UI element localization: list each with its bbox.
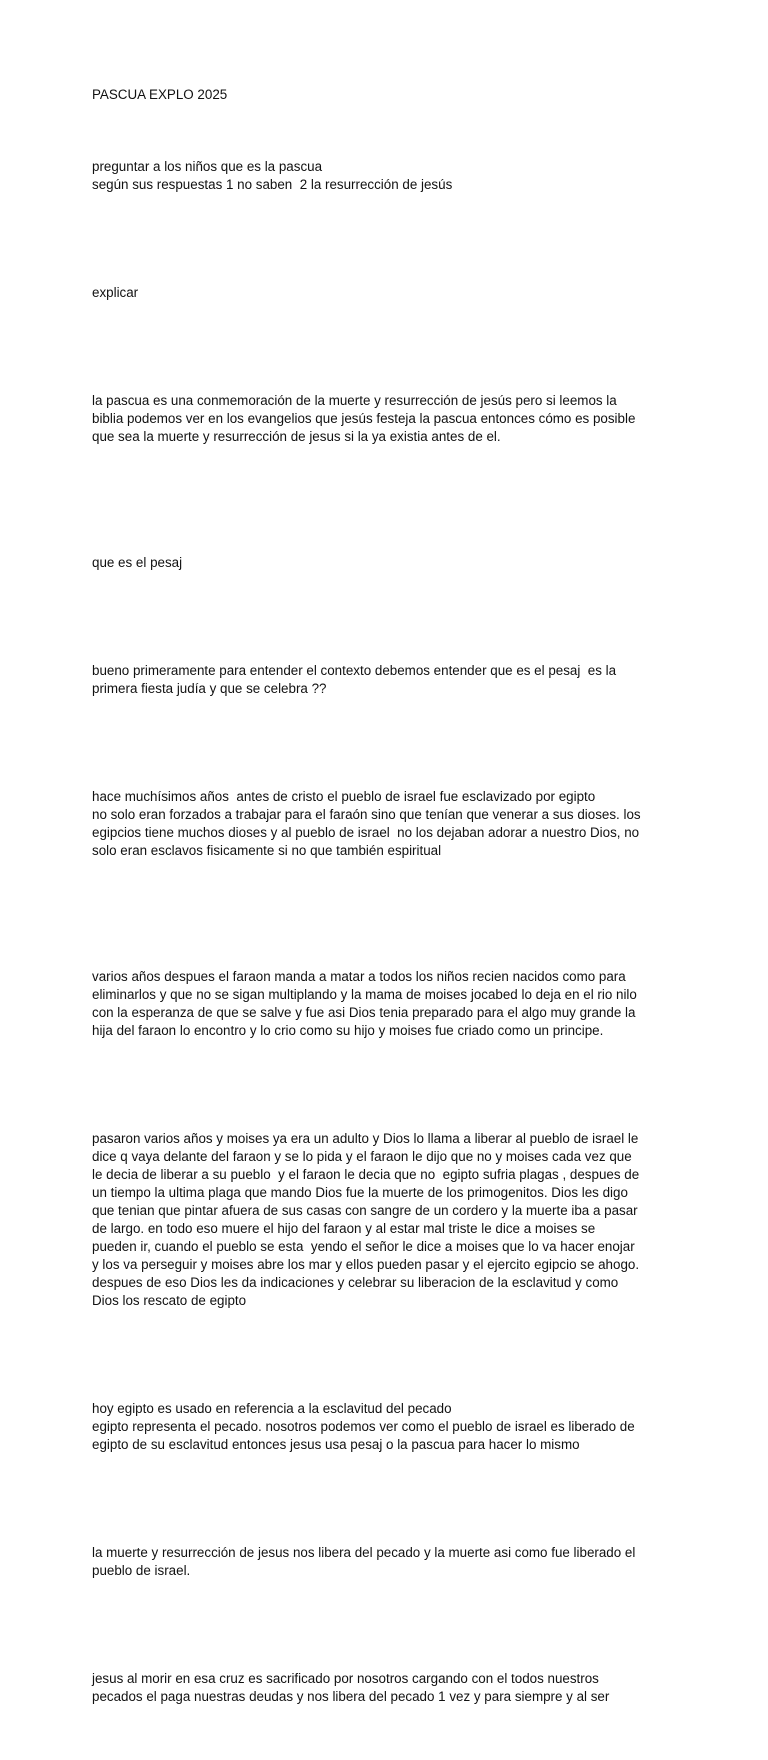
paragraph-pascua: la pascua es una conmemoración de la muerte y resurrección de jesús pero si leemos la biblia podemos ver en los evangelios que jesús festeja la pascua entonces cómo es posible que sea la muerte y resurrección de jesus si la ya existia antes de el. (92, 393, 636, 444)
paragraph-moises-nacimiento: varios años despues el faraon manda a matar a todos los niños recien nacidos como para eliminarlos y que no se sigan multiplando y la mama de moises jocabed lo deja en el rio nilo con la esperanza de que se salve y fue asi Dios tenia preparado para el algo muy grande la hija del faraon lo encontro y lo crio como su hijo y moises fue criado como un principe. (92, 969, 637, 1038)
paragraph-contexto: bueno primeramente para entender el contexto debemos entender que es el pesaj es la primera fiesta judía y que se celebra ?? (92, 663, 617, 696)
blank-line (92, 500, 682, 518)
paragraph-esclavitud: hace muchísimos años antes de cristo el pueblo de israel fue esclavizado por egipto no solo eran forzados a trabajar para el faraón sino que tenían que venerar a sus dioses. los egipcios tiene muchos dioses y al pueblo de israel no los dejaban adorar a nuestro Dios, no solo eran esclavos fisicamente si no que también espiritual (92, 789, 641, 858)
paragraph-plagas: pasaron varios años y moises ya era un adulto y Dios lo llama a liberar al pueblo de israel le dice q vaya delante del faraon y se lo pida y el faraon le dijo que no y moises cada vez que le decia de liberar a su pueblo y el faraon le decia que no egipto sufria plagas , despues de un tiempo la ultima plaga que mando Dios fue la muerte de los primogenitos. Dios les digo que tenian que pintar afuera de sus casas con sangre de un cordero y la muerte iba a pasar de largo. en todo eso muere el hijo del faraon y al estar mal triste le dice a moises se pueden ir, cuando el pueblo se esta yendo el señor le dice a moises que lo va hacer enojar y los va perseguir y moises abre los mar y ellos pueden pasar y el ejercito egipcio se ahogo. despues de eso Dios les da indicaciones y celebrar su liberacion de la esclavitud y como Dios los rescato de egipto (92, 1131, 640, 1308)
document-title: PASCUA EXPLO 2025 (92, 87, 228, 102)
paragraph-intro: preguntar a los niños que es la pascua según sus respuestas 1 no saben 2 la resurrección de jesús (92, 159, 453, 192)
paragraph-cruz: jesus al morir en esa cruz es sacrificado por nosotros cargando con el todos nuestros pecados el paga nuestras deudas y nos libera del pecado 1 vez y para siempre y al ser (92, 1671, 610, 1704)
paragraph-explicar: explicar (92, 285, 139, 300)
paragraph-egipto-pecado: hoy egipto es usado en referencia a la esclavitud del pecado egipto representa el pecado. nosotros podemos ver como el pueblo de israel es liberado de egipto de su esclavitud entonces jesus usa pesaj o la pascua para hacer lo mismo (92, 1401, 635, 1452)
paragraph-pesaj-heading: que es el pesaj (92, 555, 183, 570)
document-page (92, 86, 682, 1760)
blank-line (92, 914, 682, 932)
paragraph-liberacion: la muerte y resurrección de jesus nos libera del pecado y la muerte asi como fue liberado el pueblo de israel. (92, 1545, 636, 1578)
